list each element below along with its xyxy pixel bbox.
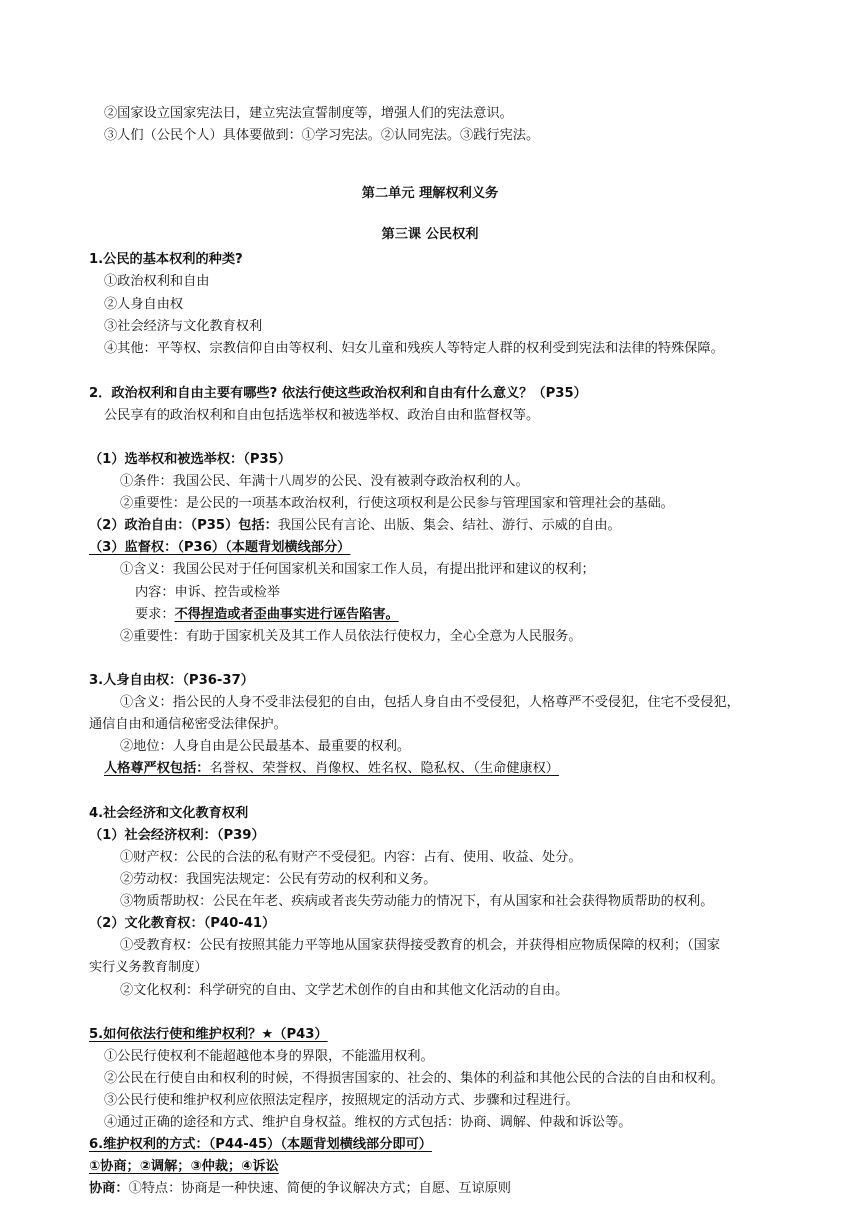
section-1-item-4: ④其他：平等权、宗教信仰自由等权利、妇女儿童和残疾人等特定人群的权利受到宪法和法律的特殊保障。 <box>104 341 724 356</box>
section-2-heading-2-label: （2）政治自由：（P35）包括： <box>89 518 278 533</box>
section-4-heading-2: （2）文化教育权：（P40-41） <box>89 916 276 931</box>
section-1-item-1: ①政治权利和自由 <box>104 274 210 289</box>
section-3-line-3: ②地位：人身自由是公民最基本、最重要的权利。 <box>120 739 411 754</box>
section-2-heading-3-c <box>135 606 399 624</box>
section-6-negotiation-text: ①特点：协商是一种快速、简便的争议解决方式；自愿、互谅原则 <box>128 1181 511 1196</box>
section-2-requirement-label: 要求： <box>135 607 175 622</box>
unit-title: 第二单元 理解权利义务 <box>361 186 499 201</box>
section-1-question: 1.公民的基本权利的种类? <box>89 252 243 267</box>
section-4-item-b: ②劳动权：我国宪法规定：公民有劳动的权利和义务。 <box>120 872 437 887</box>
section-2-heading-2 <box>89 517 621 535</box>
section-2-heading-1-b: ②重要性：是公民的一项基本政治权利，行使这项权利是公民参与管理国家和管理社会的基础。 <box>120 496 674 511</box>
section-4-item-d-1: ①受教育权：公民有按照其能力平等地从国家获得接受教育的机会，并获得相应物质保障的权利；（国家 <box>120 938 721 953</box>
section-2-heading-3-d: ②重要性：有助于国家机关及其工作人员依法行使权力，全心全意为人民服务。 <box>120 629 582 644</box>
section-2-heading-3-a: ①含义：我国公民对于任何国家机关和国家工作人员，有提出批评和建议的权利； <box>120 562 595 577</box>
section-4-item-e: ②文化权利：科学研究的自由、文学艺术创作的自由和其他文化活动的自由。 <box>120 983 569 998</box>
section-3-line-2: 通信自由和通信秘密受法律保护。 <box>89 717 287 732</box>
section-2-heading-3-b: 内容：申诉、控告或检举 <box>135 585 281 600</box>
section-2-requirement-text: 不得捏造或者歪曲事实进行诬告陷害。 <box>174 607 399 622</box>
section-5-item-1: ①公民行使权利不能超越他本身的界限，不能滥用权利。 <box>104 1049 434 1064</box>
section-6-methods: ①协商；②调解；③仲裁；④诉讼 <box>89 1159 279 1174</box>
section-5-question: 5.如何依法行使和维护权利？★（P43） <box>89 1027 328 1042</box>
section-4-question: 4.社会经济和文化教育权利 <box>89 806 249 821</box>
lesson-title: 第三课 公民权利 <box>381 227 479 242</box>
section-3-dignity-text: 名誉权、荣誉权、肖像权、姓名权、隐私权、（生命健康权） <box>209 761 559 776</box>
intro-line-2: ③人们（公民个人）具体要做到：①学习宪法。②认同宪法。③践行宪法。 <box>104 128 540 143</box>
section-6-negotiation <box>89 1180 511 1198</box>
section-4-item-a: ①财产权：公民的合法的私有财产不受侵犯。内容：占有、使用、收益、处分。 <box>120 850 582 865</box>
section-2-heading-1: （1）选举权和被选举权：（P35） <box>89 452 292 467</box>
section-3-dignity-label: 人格尊严权包括： <box>104 761 210 776</box>
section-5-item-3: ③公民行使和维护权利应依照法定程序，按照规定的活动方式、步骤和过程进行。 <box>104 1093 579 1108</box>
section-6-negotiation-label: 协商： <box>89 1181 129 1196</box>
section-5-item-2: ②公民在行使自由和权利的时候，不得损害国家的、社会的、集体的利益和其他公民的合法的自由和权利。 <box>104 1071 724 1086</box>
section-2-heading-1-a: ①条件：我国公民、年满十八周岁的公民、没有被剥夺政治权利的人。 <box>120 474 529 489</box>
section-2-heading-3: （3）监督权：（P36）（本题背划横线部分） <box>89 540 351 555</box>
intro-line-1: ②国家设立国家宪法日，建立宪法宣誓制度等，增强人们的宪法意识。 <box>104 106 513 121</box>
section-6-question: 6.维护权利的方式：（P44-45）（本题背划横线部分即可） <box>89 1137 432 1152</box>
section-2-intro: 公民享有的政治权利和自由包括选举权和被选举权、政治自由和监督权等。 <box>104 408 540 423</box>
section-3-question: 3.人身自由权：（P36-37） <box>89 673 254 688</box>
section-3-line-4 <box>104 760 559 778</box>
section-4-item-c: ③物质帮助权：公民在年老、疾病或者丧失劳动能力的情况下，有从国家和社会获得物质帮助的权利。 <box>120 894 714 909</box>
section-2-question: 2．政治权利和自由主要有哪些? 依法行使这些政治权利和自由有什么意义？（P35） <box>89 386 587 401</box>
section-5-item-4: ④通过正确的途径和方式、维护自身权益。维权的方式包括：协商、调解、仲裁和诉讼等。 <box>104 1115 632 1130</box>
section-4-item-d-2: 实行义务教育制度） <box>89 960 208 975</box>
section-1-item-3: ③社会经济与文化教育权利 <box>104 319 263 334</box>
section-4-heading-1: （1）社会经济权利：（P39） <box>89 828 265 843</box>
section-3-line-1: ①含义：指公民的人身不受非法侵犯的自由，包括人身自由不受侵犯，人格尊严不受侵犯，住宅不受侵犯， <box>120 695 740 710</box>
section-2-heading-2-text: 我国公民有言论、出版、集会、结社、游行、示威的自由。 <box>277 518 621 533</box>
section-1-item-2: ②人身自由权 <box>104 297 184 312</box>
